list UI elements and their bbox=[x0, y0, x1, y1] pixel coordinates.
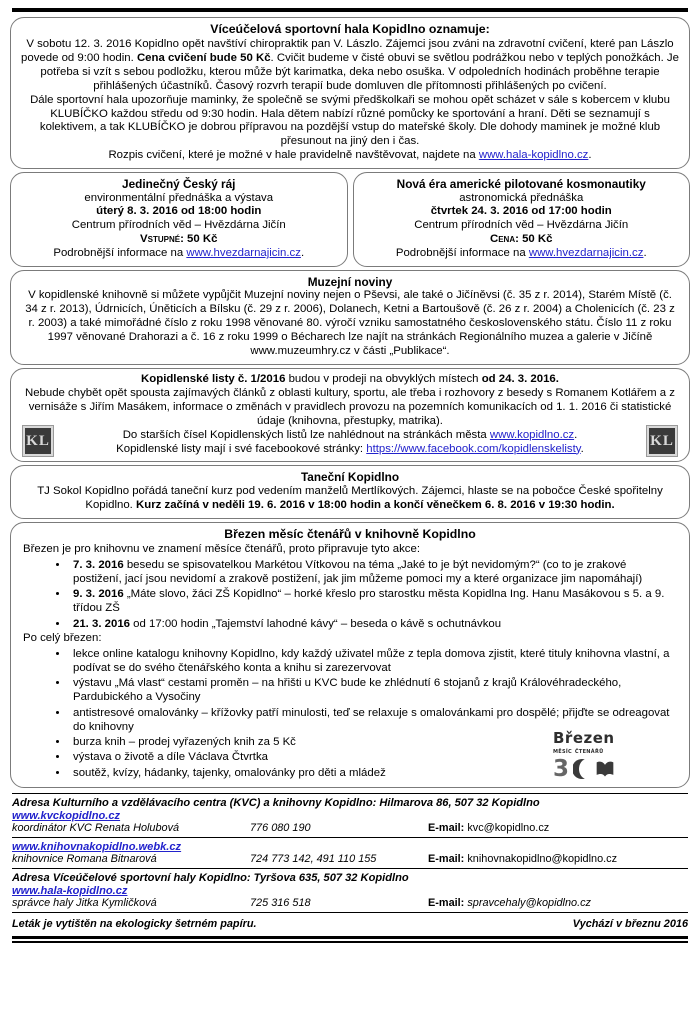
lecture-1-info bbox=[360, 247, 684, 261]
lecture-0-info-suffix: . bbox=[300, 247, 305, 260]
sports-hall-paragraph-1 bbox=[21, 38, 679, 94]
footer-issue-date: Vychází v březnu 2016 bbox=[572, 917, 688, 930]
kvc-contact-row bbox=[12, 822, 688, 834]
page-footer bbox=[10, 918, 690, 930]
lecture-cesky-raj bbox=[10, 172, 348, 267]
event-2-date: 21. 3. 2016 bbox=[73, 617, 131, 630]
hall-contact-row bbox=[12, 897, 688, 909]
list-item: • lekce online katalogu knihovny Kopidlno, kdy každý uživatel může z tepla domova zjistit, které tituly knihovna vlastní, a podívat se do svého čtenářského konta a knihu si zarezervovat bbox=[69, 647, 677, 676]
hall-email bbox=[428, 897, 688, 909]
kvc-person: koordinátor KVC Renata Holubová bbox=[12, 821, 180, 834]
reader-month-all-march-lead: Po celý březen: bbox=[23, 631, 102, 644]
hall-person: správce haly Jitka Kymličková bbox=[12, 896, 157, 909]
hall-address: Adresa Víceúčelové sportovní haly Kopidlno: Tyršova 635, 507 32 Kopidlno bbox=[12, 871, 409, 884]
dance-course-body bbox=[21, 485, 679, 513]
event-1-date: 9. 3. 2016 bbox=[73, 588, 124, 601]
library-contact-row bbox=[12, 853, 688, 865]
kvc-email-label: E-mail: bbox=[428, 821, 465, 834]
reader-month-events-list bbox=[23, 558, 677, 631]
museum-news-body: V kopidlenské knihovně si můžete vypůjčit Muzejní noviny nejen o Pševsi, ale také o Jičíněvsi (č. 35 z r. 2014), Starém Místě (č. 34 z r. 2013), Údrnicích, Úněticích a Bílsku (č. 29 z r. 2006), Dolanech, Ketni a Bartoušově (č. 26 z r. 2004) a Cholenicích (č. 23 z r. 2003) a také mimořádné číslo z roku 1998 věnované 80. výročí vzniku samostatného československého státu. Číslo 11 z roku 1997 věnované Drahorazi a č. 16 z roku 1999 o Bécharech lze najít na stránkách Regionálního muzea a galerie v Jičíně www.muzeumhry.cz v části „Publikace“. bbox=[25, 289, 675, 358]
brezen-mesic-ctenaru-logo bbox=[553, 731, 649, 781]
dance-course-schedule: Kurz začíná v neděli 19. 6. 2016 v 18:00 hodin a končí věnečkem 6. 8. 2016 v 19:30 hodin. bbox=[136, 498, 615, 511]
kvc-email bbox=[428, 822, 688, 834]
sports-hall-section bbox=[10, 17, 690, 169]
lecture-1-info-suffix: . bbox=[643, 247, 647, 260]
listy-line1-mid: budou v prodeji na obvyklých místech bbox=[285, 373, 482, 385]
listy-line-2: Nebude chybět opět spousta zajímavých článků z oblasti kultury, sportu, ale třeba i rozhovory z besedy s Romanem Kotlářem a z vernisáže s Jiřím Masákem, informace o změnách v pravidlech provozu na pozemních komunikacích od 1. 1. 2016 či statistické údaje (knihovna, přestupky, matrika). bbox=[24, 386, 675, 427]
listy-line4-prefix: Kopidlenské listy mají i své facebookové stránky: bbox=[116, 442, 367, 455]
library-email-value: knihovnakopidlno@kopidlno.cz bbox=[464, 852, 618, 865]
hala-kopidlno-contact-link[interactable]: www.hala-kopidlno.cz bbox=[12, 884, 128, 897]
lecture-0-datetime: úterý 8. 3. 2016 od 18:00 hodin bbox=[96, 205, 262, 218]
sports-hall-paragraph-2: Dále sportovní hala upozorňuje maminky, že společně se svými předškolkaři se mohou opět scházet v sále s kobercem v klubu KLUBÍČKO každou středu od 9:30 hodin. Hala dětem nabízí různé pomůcky ke sportování a hraní. Děti se seznamují s kolektivem, a tak KLUBÍČKO je dobrou přípravou na pozdější vstup do mateřské školy. Dle dohody maminek je možné klub přesunout na jiný den i čas. bbox=[30, 93, 670, 148]
kopidlenske-listy-logo-right: KL bbox=[647, 426, 677, 456]
listy-line3-suffix: . bbox=[574, 428, 578, 441]
contacts-divider-1 bbox=[12, 793, 688, 794]
open-book-icon bbox=[595, 759, 615, 779]
event-0-text: besedu se spisovatelkou Markétou Vítkovou na téma „Jaké to je být nevidomým?“ (co to je zrakové postižení, jací jsou nevidomí a zrakově postižení, jak jim můžeme pomoci my a které organizace jim napomáhají) bbox=[73, 558, 643, 585]
listy-line4-suffix: . bbox=[580, 442, 584, 455]
lecture-0-price-value: 50 Kč bbox=[187, 233, 218, 246]
list-item bbox=[69, 617, 677, 631]
library-phone: 724 773 142, 491 110 155 bbox=[250, 852, 377, 865]
list-item: • výstavu „Má vlast“ cestami proměn – na hřišti u KVC bude ke zhlédnutí 6 stojanů z krajů Královéhradeckého, Pardubického a Vysočiny bbox=[69, 676, 677, 705]
lecture-1-subtitle: astronomická přednáška bbox=[459, 191, 584, 204]
reader-month-lead: Březen je pro knihovnu ve znamení měsíce čtenářů, proto připravuje tyto akce: bbox=[23, 542, 420, 555]
brezen-logo-symbols bbox=[553, 755, 649, 782]
facebook-kopidlenskelisty-link[interactable]: https://www.facebook.com/kopidlenskelisty bbox=[366, 442, 581, 455]
listy-line-3 bbox=[21, 429, 679, 443]
list-item bbox=[69, 587, 677, 616]
listy-line-1 bbox=[21, 373, 679, 387]
hall-p3-part-a: Rozpis cvičení, které je možné v hale pravidelně navštěvovat, najdete na bbox=[108, 149, 479, 162]
hall-p1-part-a: V sobotu 12. 3. 2016 Kopidlno opět navštíví chiropraktik pan V. Lászlo. Zájemci jsou zváni na zdravotní cvičení, které pan Lászlo povede od 9:00 hodin. bbox=[21, 38, 674, 64]
list-item: • burza knih – prodej vyřazených knih za 5 Kč bbox=[69, 735, 677, 749]
list-item: • soutěž, kvízy, hádanky, tajenky, omalovánky pro děti a mládež bbox=[69, 766, 677, 780]
lecture-0-price bbox=[17, 233, 341, 247]
dance-body-prefix: TJ Sokol Kopidlno pořádá taneční kurz pod vedením manželů Mertlíkových. Zájemci, hlaste se na pobočce České spořitelny Kopidlno. bbox=[37, 484, 663, 511]
hall-p3-part-b: . bbox=[588, 149, 592, 162]
kopidlno-cz-link[interactable]: www.kopidlno.cz bbox=[489, 428, 575, 441]
hall-price-highlight: Cena cvičení bude 50 Kč bbox=[136, 51, 271, 64]
dance-course-section bbox=[10, 465, 690, 518]
top-divider-rule bbox=[12, 8, 688, 12]
event-1-text: „Máte slovo, žáci ZŠ Kopidlno“ – horké křeslo pro starostku města Kopidlna Ing. Hanu Masákovou s 5. a 9. třídou ZŠ bbox=[73, 588, 665, 615]
hall-email-value: spravcehaly@kopidlno.cz bbox=[464, 896, 591, 909]
flyer-page bbox=[0, 8, 700, 1015]
list-item: • výstava o životě a díle Václava Čtvrtka bbox=[69, 750, 677, 764]
contacts-divider-3 bbox=[12, 868, 688, 869]
lecture-1-venue: Centrum přírodních věd – Hvězdárna Jičín bbox=[414, 219, 629, 232]
lecture-1-price-value: 50 Kč bbox=[522, 233, 553, 246]
hall-phone: 725 316 518 bbox=[250, 896, 311, 909]
hall-p1-part-b: . Cvičit budeme v čisté obuvi se světlou podrážkou nebo v teplých ponožkách. Je potřeba si vzít s sebou podložku, kterou může být karimatka, deka nebo osuška. V odpoledních hodinách proběhne terapie přihlášených účastníků. Časový rozvrh terapií bude domluven dle přítomnosti přihlášených po cvičení. bbox=[40, 51, 679, 92]
dance-course-title: Taneční Kopidlno bbox=[300, 470, 400, 485]
kvc-phone: 776 080 190 bbox=[250, 821, 311, 834]
library-email-label: E-mail: bbox=[428, 852, 465, 865]
lectures-row bbox=[10, 172, 690, 267]
lecture-1-price-label: Cena: bbox=[490, 233, 519, 246]
lecture-0-subtitle: environmentální přednáška a výstava bbox=[84, 191, 274, 204]
library-person: knihovnice Romana Bitnarová bbox=[12, 852, 157, 865]
lecture-0-title: Jedinečný Český ráj bbox=[122, 177, 236, 192]
list-item: • antistresové omalovánky – křížovky patří minulosti, teď se relaxuje s omalovánkami pro dospělé; přijďte se odreagovat do knihovny bbox=[69, 706, 677, 735]
lecture-0-venue: Centrum přírodních věd – Hvězdárna Jičín bbox=[71, 219, 286, 232]
kvc-email-value: kvc@kopidlno.cz bbox=[464, 821, 550, 834]
event-2-text: od 17:00 hodin „Tajemství lahodné kávy“ – beseda o kávě s ochutnávkou bbox=[130, 617, 502, 630]
library-email bbox=[428, 853, 688, 865]
bottom-divider-rule bbox=[12, 936, 688, 943]
lecture-kosmonautika bbox=[353, 172, 691, 267]
sports-hall-paragraph-3 bbox=[21, 149, 679, 163]
listy-line3-prefix: Do starších čísel Kopidlenských listů lze nahlédnout na stránkách města bbox=[122, 428, 490, 441]
brezen-logo-line2: měsíc čtenářů bbox=[553, 746, 604, 756]
lecture-0-info bbox=[17, 247, 341, 261]
knihovnakopidlno-link[interactable]: www.knihovnakopidlno.webk.cz bbox=[12, 840, 182, 853]
lecture-0-price-label: Vstupné: bbox=[140, 233, 184, 246]
listy-issue-name: Kopidlenské listy č. 1/2016 bbox=[141, 373, 286, 385]
reader-month-title: Březen měsíc čtenářů v knihovně Kopidlno bbox=[224, 526, 476, 541]
listy-onsale-date: od 24. 3. 2016. bbox=[481, 373, 559, 385]
kopidlenske-listy-section bbox=[10, 368, 690, 462]
lecture-1-price bbox=[360, 233, 684, 247]
hala-kopidlno-link[interactable]: www.hala-kopidlno.cz bbox=[478, 149, 589, 162]
hvezdarna-jicin-link-1[interactable]: www.hvezdarnajicin.cz bbox=[528, 247, 644, 260]
event-0-date: 7. 3. 2016 bbox=[73, 558, 124, 571]
list-item bbox=[69, 558, 677, 587]
contacts-divider-4 bbox=[12, 912, 688, 913]
reader-month-section bbox=[10, 522, 690, 788]
brezen-logo-number: 3 bbox=[553, 755, 570, 782]
footer-eco-note: Leták je vytištěn na ekologicky šetrném papíru. bbox=[12, 917, 257, 930]
lecture-0-info-prefix: Podrobnější informace na bbox=[53, 247, 187, 260]
lecture-1-info-prefix: Podrobnější informace na bbox=[395, 247, 529, 260]
lecture-1-datetime: čtvrtek 24. 3. 2016 od 17:00 hodin bbox=[430, 205, 612, 218]
contacts-section bbox=[10, 793, 690, 913]
listy-line-4 bbox=[21, 443, 679, 457]
museum-news-section bbox=[10, 270, 690, 365]
kopidlenske-listy-logo-left: KL bbox=[23, 426, 53, 456]
kvc-address: Adresa Kulturního a vzdělávacího centra (KVC) a knihovny Kopidlno: Hilmarova 86, 507 32 Kopidlno bbox=[12, 796, 540, 809]
hall-email-label: E-mail: bbox=[428, 896, 465, 909]
crescent-moon-icon bbox=[573, 759, 591, 779]
brezen-logo-line1: Březen bbox=[553, 729, 615, 748]
lecture-1-title: Nová éra americké pilotované kosmonautiky bbox=[396, 177, 646, 192]
hvezdarna-jicin-link-0[interactable]: www.hvezdarnajicin.cz bbox=[186, 247, 301, 260]
sports-hall-title: Víceúčelová sportovní hala Kopidlno oznamuje: bbox=[210, 22, 490, 36]
kvckopidlno-link[interactable]: www.kvckopidlno.cz bbox=[12, 809, 121, 822]
contacts-divider-2 bbox=[12, 837, 688, 838]
museum-news-title: Muzejní noviny bbox=[307, 275, 393, 290]
